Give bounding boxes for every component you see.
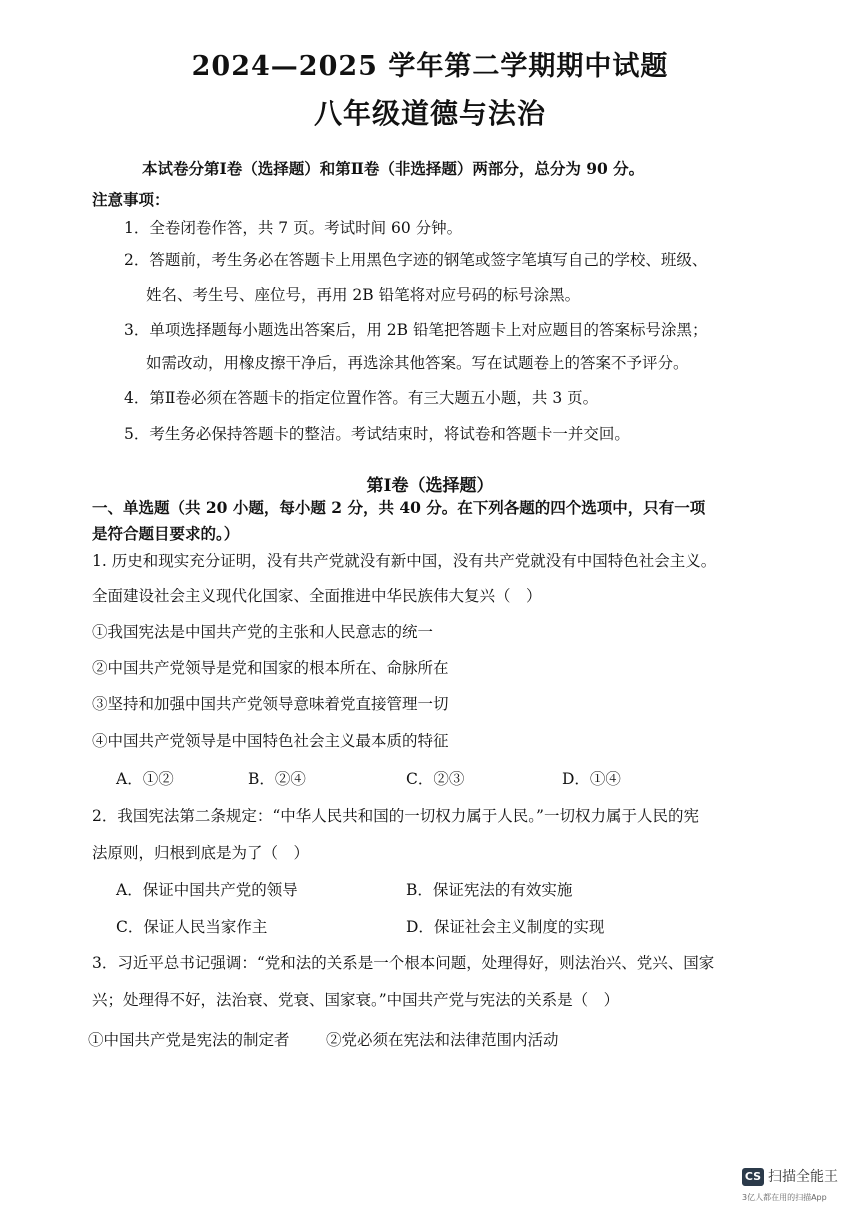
notice-item: 5．考生务必保持答题卡的整洁。考试结束时，将试卷和答题卡一并交回。 (124, 425, 630, 443)
question-2-stem: 法原则，归根到底是为了（ ） (92, 844, 310, 862)
section-instruction: 是符合题目要求的。） (92, 524, 240, 543)
question-2-option-c: C．保证人民当家作主 (116, 918, 268, 936)
question-1-statement: ③坚持和加强中国共产党领导意味着党直接管理一切 (92, 695, 449, 713)
notice-item: 4．第Ⅱ卷必须在答题卡的指定位置作答。有三大题五小题，共 3 页。 (124, 389, 599, 407)
exam-subject: 八年级道德与法治 (313, 97, 546, 130)
scanner-logo: CS (742, 1168, 764, 1186)
question-2-option-b: B．保证宪法的有效实施 (406, 881, 573, 899)
question-1-stem: 1. 历史和现实充分证明，没有共产党就没有新中国，没有共产党就没有中国特色社会主义。 (92, 552, 717, 570)
question-1-option-c: C．②③ (406, 770, 465, 788)
question-2-option-d: D．保证社会主义制度的实现 (406, 918, 605, 936)
section-instruction: 一、单选题（共 20 小题，每小题 2 分，共 40 分。在下列各题的四个选项中，只有一项 (92, 498, 706, 517)
question-1-option-a: A．①② (116, 770, 174, 788)
question-2-stem: 2．我国宪法第二条规定：“中华人民共和国的一切权力属于人民。”一切权力属于人民的宪 (92, 807, 699, 825)
question-1-option-b: B．②④ (248, 770, 306, 788)
question-3-statement: ①中国共产党是宪法的制定者 (88, 1031, 290, 1049)
notice-item: 2．答题前，考生务必在答题卡上用黑色字迹的钢笔或签字笔填写自己的学校、班级、 (124, 251, 708, 269)
notice-item: 1．全卷闭卷作答，共 7 页。考试时间 60 分钟。 (124, 219, 463, 237)
question-1-option-d: D．①④ (562, 770, 621, 788)
section-title: 第Ⅰ卷（选择题） (366, 476, 494, 496)
exam-title: 2024—2025 学年第二学期期中试题 (191, 51, 669, 82)
notice-heading: 注意事项： (92, 190, 170, 209)
question-1-stem: 全面建设社会主义现代化国家、全面推进中华民族伟大复兴（ ） (92, 587, 542, 605)
notice-item: 如需改动，用橡皮擦干净后，再选涂其他答案。写在试题卷上的答案不予评分。 (146, 354, 689, 372)
scanner-tagline: 3亿人都在用的扫描App (742, 1193, 827, 1202)
question-3-stem: 3．习近平总书记强调：“党和法的关系是一个根本问题，处理得好，则法治兴、党兴、国家 (92, 954, 715, 972)
notice-item: 3．单项选择题每小题选出答案后，用 2B 铅笔把答题卡上对应题目的答案标号涂黑； (124, 321, 708, 339)
question-3-stem: 兴；处理得不好，法治衰、党衰、国家衰。”中国共产党与宪法的关系是（ ） (92, 991, 620, 1009)
scanner-brand: 扫描全能王 (768, 1169, 838, 1185)
intro-text: 本试卷分第Ⅰ卷（选择题）和第Ⅱ卷（非选择题）两部分，总分为 90 分。 (142, 159, 645, 178)
question-3-statement: ②党必须在宪法和法律范围内活动 (326, 1031, 559, 1049)
question-1-statement: ②中国共产党领导是党和国家的根本所在、命脉所在 (92, 659, 449, 677)
question-2-option-a: A．保证中国共产党的领导 (116, 881, 298, 899)
notice-item: 姓名、考生号、座位号，再用 2B 铅笔将对应号码的标号涂黑。 (146, 286, 581, 304)
question-1-statement: ①我国宪法是中国共产党的主张和人民意志的统一 (92, 623, 434, 641)
question-1-statement: ④中国共产党领导是中国特色社会主义最本质的特征 (92, 732, 449, 750)
